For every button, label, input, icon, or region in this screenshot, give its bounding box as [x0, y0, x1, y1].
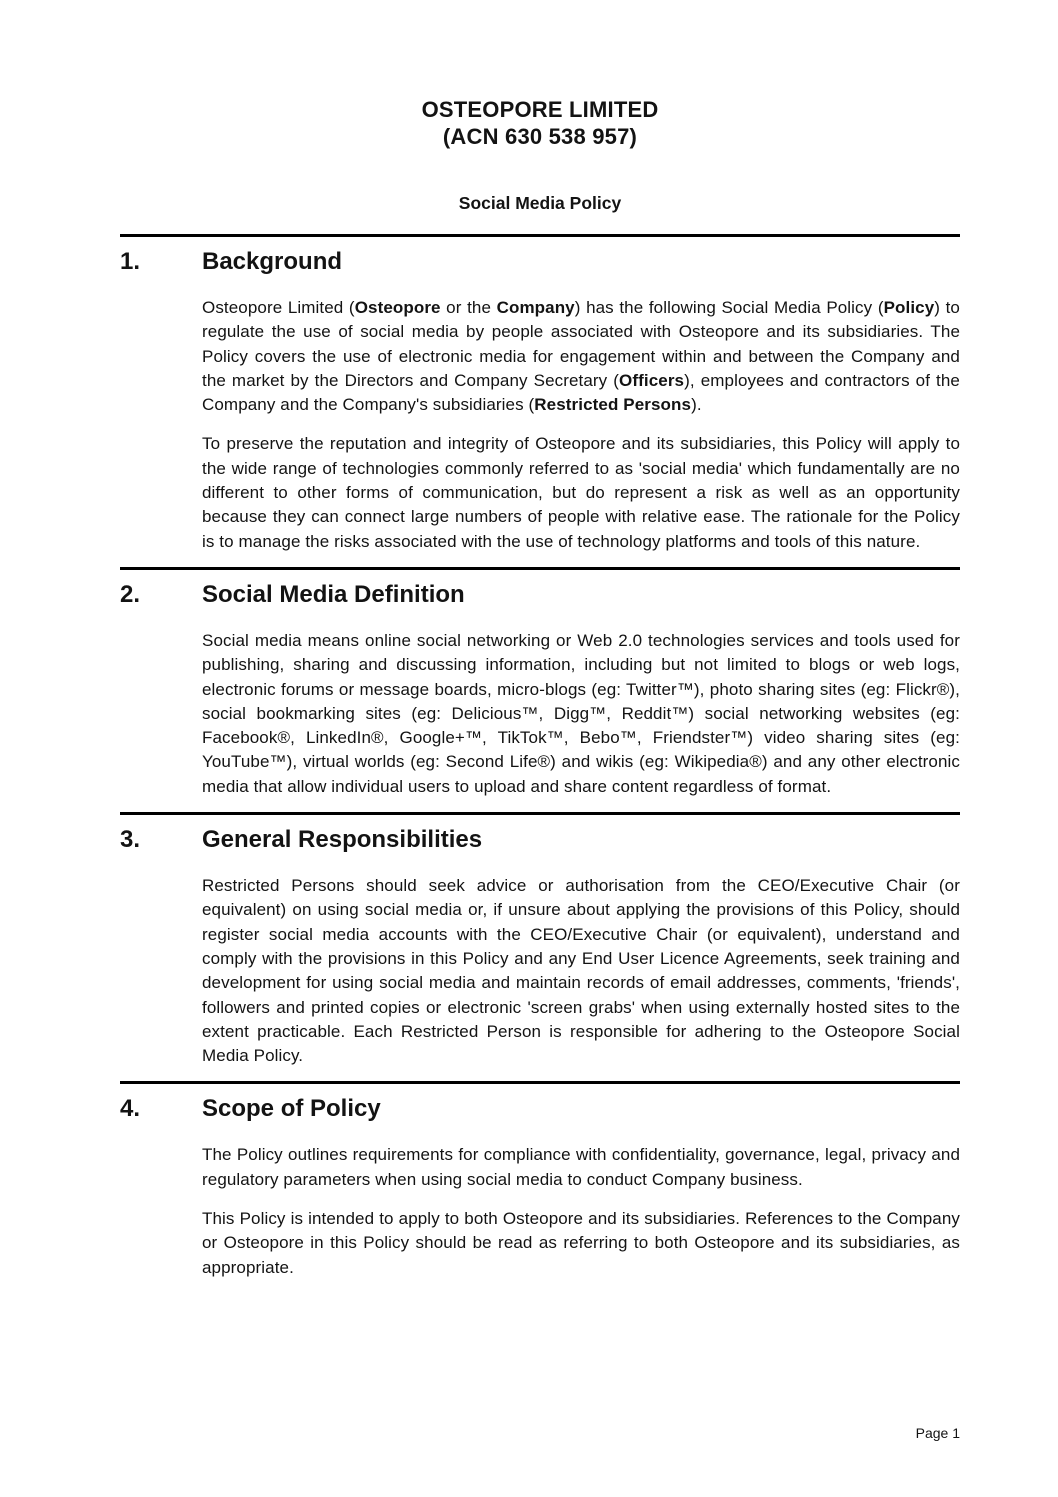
section-divider [120, 812, 960, 815]
section-divider [120, 234, 960, 237]
section-divider [120, 567, 960, 570]
company-acn-title: (ACN 630 538 957) [442, 124, 638, 149]
document-header [120, 96, 960, 214]
section-title: Social Media Definition [202, 580, 465, 608]
section-heading [120, 825, 960, 855]
section-title: Scope of Policy [202, 1095, 381, 1123]
section-number: 3. [120, 826, 141, 854]
paragraph: Social media means online social networking or Web 2.0 technologies services and tools used for publishing, sharing and discussing information, including but not limited to blogs or web logs, electronic forums or message boards, micro-blogs (eg: Twitter™), photo sharing sites (eg: Flickr®), social bookmarking sites (eg: Delicious™, Digg™, Reddit™) social networking websites (eg: Facebook®, LinkedIn®, Google+™, TikTok™, Bebo™, Friendster™) video sharing sites (eg: YouTube™), virtual worlds (eg: Second Life®) and wikis (eg: Wikipedia®) and any other electronic media that allow individual users to upload and share content regardless of format. [202, 630, 960, 796]
document-subtitle: Social Media Policy [458, 193, 622, 213]
paragraph: To preserve the reputation and integrity of Osteopore and its subsidiaries, this Policy will apply to the wide range of technologies commonly referred to as 'social media' which fundamentally are no different to other forms of communication, but do represent a risk as well as an opportunity because they can connect large numbers of people with relative ease. The rationale for the Policy is to manage the risks associated with the use of technology platforms and tools of this nature. [202, 434, 960, 551]
section-heading [120, 1094, 960, 1124]
section-heading [120, 247, 960, 277]
paragraph: The Policy outlines requirements for compliance with confidentiality, governance, legal, privacy and regulatory parameters when using social media to conduct Company business. [202, 1145, 960, 1189]
paragraph: Osteopore Limited (Osteopore or the Company) has the following Social Media Policy (Policy) to regulate the use of social media by people associated with Osteopore and its subsidiaries. The Policy covers the use of electronic media for engagement within and between the Company and the market by the Directors and Company Secretary (Officers), employees and contractors of the Company and the Company's subsidiaries (Restricted Persons). [202, 298, 960, 415]
section-number: 1. [120, 248, 141, 275]
section-title: Background [202, 248, 343, 275]
section-number: 2. [120, 580, 141, 608]
section-social-media-definition [120, 567, 960, 812]
section-general-responsibilities [120, 812, 960, 1081]
paragraph: This Policy is intended to apply to both Osteopore and its subsidiaries. References to the Company or Osteopore in this Policy should be read as referring to both Osteopore and its subsidiaries, as appropriate. [202, 1209, 960, 1277]
section-scope-of-policy [120, 1081, 960, 1292]
section-divider [120, 1081, 960, 1084]
section-title: General Responsibilities [202, 826, 483, 854]
company-name-title: OSTEOPORE LIMITED [421, 97, 659, 122]
section-number: 4. [120, 1095, 141, 1123]
section-background [120, 234, 960, 567]
page-number: Page 1 [915, 1425, 960, 1441]
paragraph: Restricted Persons should seek advice or authorisation from the CEO/Executive Chair (or equivalent) on using social media or, if unsure about applying the provisions of this Policy, should register social media accounts with the CEO/Executive Chair (or equivalent), understand and comply with the provisions in this Policy and any End User Licence Agreements, seek training and development for using social media and maintain records of email addresses, comments, 'friends', followers and printed copies or electronic 'screen grabs' when using externally hosted sites to the extent practicable. Each Restricted Person is responsible for adhering to the Osteopore Social Media Policy. [202, 876, 960, 1066]
section-heading [120, 580, 960, 610]
sections [120, 234, 960, 1293]
